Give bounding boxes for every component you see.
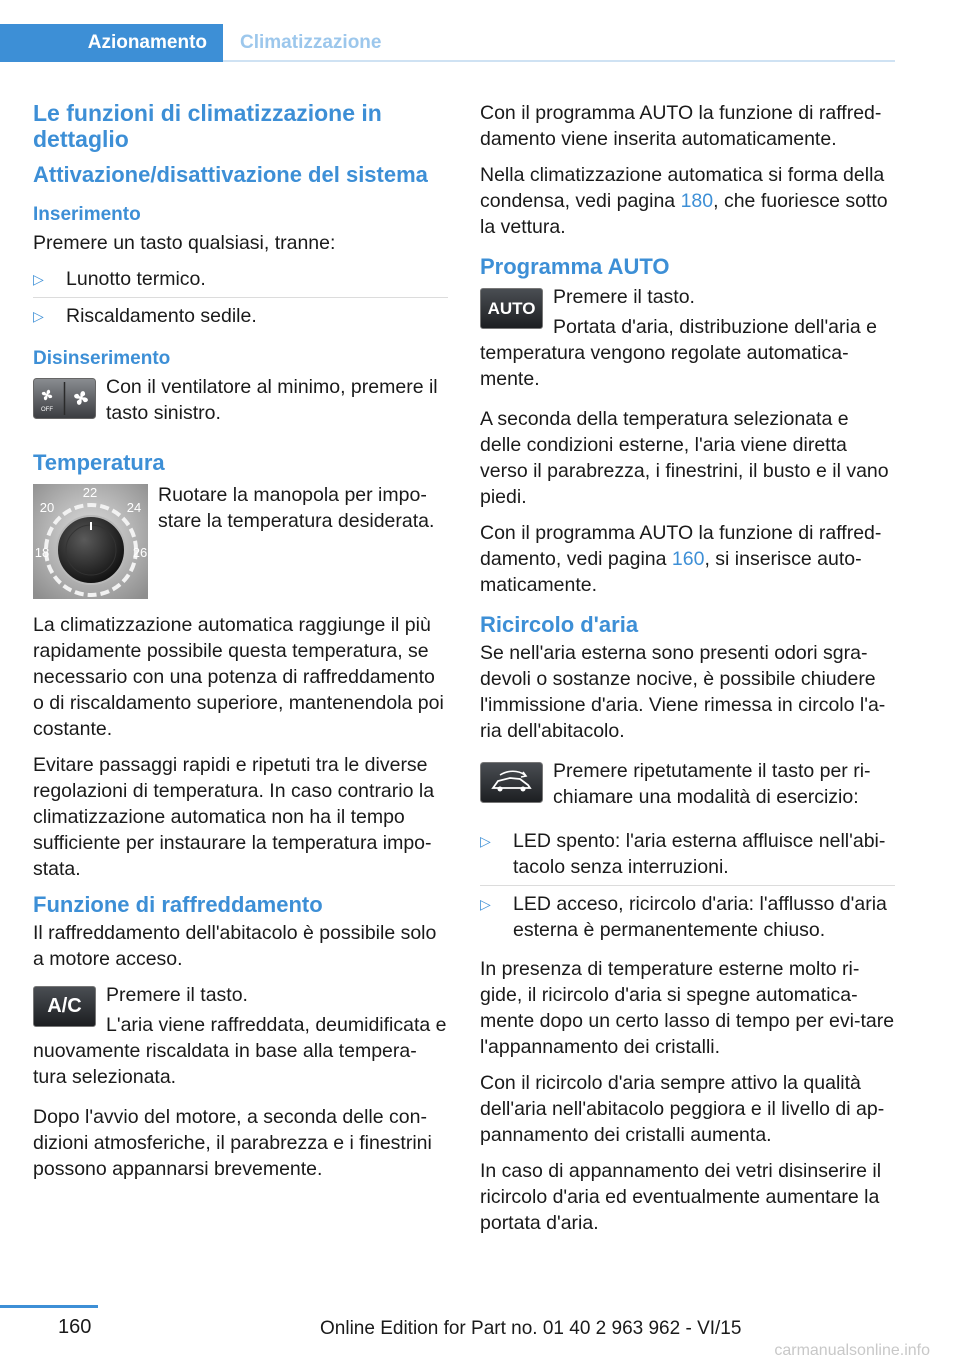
inserimento-list bbox=[33, 266, 448, 334]
dial-label: 20 bbox=[39, 500, 55, 515]
off-instruction bbox=[33, 374, 448, 426]
auto-key-icon: AUTO bbox=[480, 288, 543, 329]
triangle-bullet-icon: ▷ bbox=[33, 271, 44, 287]
raffreddamento-heading: Funzione di raffreddamento bbox=[33, 892, 323, 917]
list-item: ▷ LED spento: l'aria esterna affluisce nell'abi-tacolo senza interruzioni. bbox=[480, 828, 895, 886]
inserimento-heading: Inserimento bbox=[33, 204, 141, 225]
ricircolo-paragraph-4: In caso di appannamento dei vetri disinserire il ricircolo d'aria ed eventualmente aumentare la portata d'aria. bbox=[480, 1160, 882, 1234]
temperatura-heading: Temperatura bbox=[33, 450, 165, 475]
auto-press-text: Premere il tasto. bbox=[553, 286, 695, 308]
raffreddamento-paragraph-3: Dopo l'avvio del motore, a seconda delle con-dizioni atmosferiche, il parabrezza e i finestrini possono appannarsi brevemente. bbox=[33, 1106, 432, 1180]
system-heading: Attivazione/disattivazione del sistema bbox=[33, 162, 428, 187]
ricircolo-paragraph-2: In presenza di temperature esterne molto ri-gide, il ricircolo d'aria si spegne automatica-mente dopo un certo lasso di tempo per evi-tare l'appannamento dei cristalli. bbox=[480, 958, 895, 1058]
temperatura-text: Ruotare la manopola per impo-stare la temperatura desiderata. bbox=[158, 484, 435, 532]
auto-paragraph-2: A seconda della temperatura selezionata e delle condizioni esterne, l'aria viene diretta verso il parabrezza, i finestrini, il busto e il vano piedi. bbox=[480, 408, 889, 508]
edition-note: Online Edition for Part no. 01 40 2 963 962 - VI/15 bbox=[320, 1318, 742, 1339]
raffreddamento-paragraph-2: L'aria viene raffreddata, deumidificata e nuovamente riscaldata in base alla tempera-tura selezionata. bbox=[33, 1014, 447, 1088]
ricircolo-press-text: Premere ripetutamente il tasto per ri-chiamare una modalità di esercizio: bbox=[553, 760, 871, 808]
temperature-dial-icon bbox=[33, 484, 148, 604]
triangle-bullet-icon: ▷ bbox=[480, 896, 491, 912]
list-item: ▷ Riscaldamento sedile. bbox=[33, 305, 257, 327]
page-link-180[interactable]: 180 bbox=[680, 190, 714, 212]
dial-label: 24 bbox=[126, 500, 142, 515]
temperatura-paragraph-2: Evitare passaggi rapidi e ripetuti tra le diverse regolazioni di temperatura. In caso contrario la climatizzazione automatica non ha il tempo sufficiente per instaurare la temperatura impo-stata. bbox=[33, 754, 435, 880]
auto-paragraph-3: Con il programma AUTO la funzione di raffred-damento, vedi pagina 160, si inserisce auto-maticamente. bbox=[480, 522, 882, 596]
auto-heading: Programma AUTO bbox=[480, 254, 670, 279]
temperatura-paragraph-1: La climatizzazione automatica raggiunge il più rapidamente possibile questa temperatura, se necessario con una potenza di raffreddamento o di riscaldamento superiore, mantenendola poi costante. bbox=[33, 614, 444, 740]
inserimento-text: Premere un tasto qualsiasi, tranne: bbox=[33, 232, 336, 254]
right-column bbox=[480, 100, 895, 1246]
dial-label: 22 bbox=[82, 485, 98, 500]
triangle-bullet-icon: ▷ bbox=[480, 833, 491, 849]
header-divider bbox=[223, 60, 895, 62]
page-link-160[interactable]: 160 bbox=[671, 548, 705, 570]
disinserimento-heading: Disinserimento bbox=[33, 348, 171, 369]
temperature-instruction bbox=[33, 482, 448, 600]
condensa-paragraph: Nella climatizzazione automatica si forma della condensa, vedi pagina 180, che fuoriesce sotto la vettura. bbox=[480, 164, 888, 238]
auto-cooling-paragraph: Con il programma AUTO la funzione di raffred-damento viene inserita automaticamente. bbox=[480, 102, 882, 150]
list-item: ▷ LED acceso, ricircolo d'aria: l'afflusso d'aria esterna è permanentemente chiuso. bbox=[480, 893, 887, 941]
ac-instruction bbox=[33, 982, 448, 1090]
tab-climatizzazione[interactable]: Climatizzazione bbox=[240, 32, 382, 53]
ac-press-text: Premere il tasto. bbox=[106, 984, 248, 1006]
page-number: 160 bbox=[58, 1316, 92, 1338]
ricircolo-heading: Ricircolo d'aria bbox=[480, 612, 639, 637]
recirculation-key-icon bbox=[480, 762, 543, 808]
dial-label: 26 bbox=[132, 545, 148, 560]
recirc-instruction bbox=[480, 758, 895, 810]
dial-label: 18 bbox=[34, 545, 50, 560]
section-title: Le funzioni di climatizzazione in dettaglio bbox=[33, 100, 382, 152]
ricircolo-list bbox=[480, 828, 895, 948]
ricircolo-paragraph-3: Con il ricircolo d'aria sempre attivo la qualità dell'aria nell'abitacolo peggiora e il livello di ap-pannamento dei cristalli aumenta. bbox=[480, 1072, 885, 1146]
auto-instruction bbox=[480, 284, 895, 392]
auto-paragraph-1: Portata d'aria, distribuzione dell'aria e temperatura vengono regolate automatica-mente. bbox=[480, 316, 877, 390]
watermark: carmanualsonline.info bbox=[774, 1342, 930, 1359]
tab-azionamento[interactable]: Azionamento bbox=[0, 24, 223, 62]
chapter-header bbox=[0, 24, 895, 62]
triangle-bullet-icon: ▷ bbox=[33, 308, 44, 324]
footer-divider bbox=[0, 1305, 98, 1308]
list-item: ▷ Lunotto termico. bbox=[33, 266, 448, 298]
left-column bbox=[33, 100, 448, 1192]
svg-text:OFF: OFF bbox=[41, 407, 53, 413]
raffreddamento-paragraph-1: Il raffreddamento dell'abitacolo è possibile solo a motore acceso. bbox=[33, 922, 437, 970]
disinserimento-text: Con il ventilatore al minimo, premere il tasto sinistro. bbox=[106, 376, 438, 424]
ricircolo-paragraph-1: Se nell'aria esterna sono presenti odori sgra-devoli o sostanze nocive, è possibile chiudere l'immissione d'aria. Viene rimessa in circolo l'a-ria dell'abitacolo. bbox=[480, 642, 886, 742]
fan-off-key-icon bbox=[33, 378, 96, 424]
ac-key-icon: A/C bbox=[33, 986, 96, 1027]
